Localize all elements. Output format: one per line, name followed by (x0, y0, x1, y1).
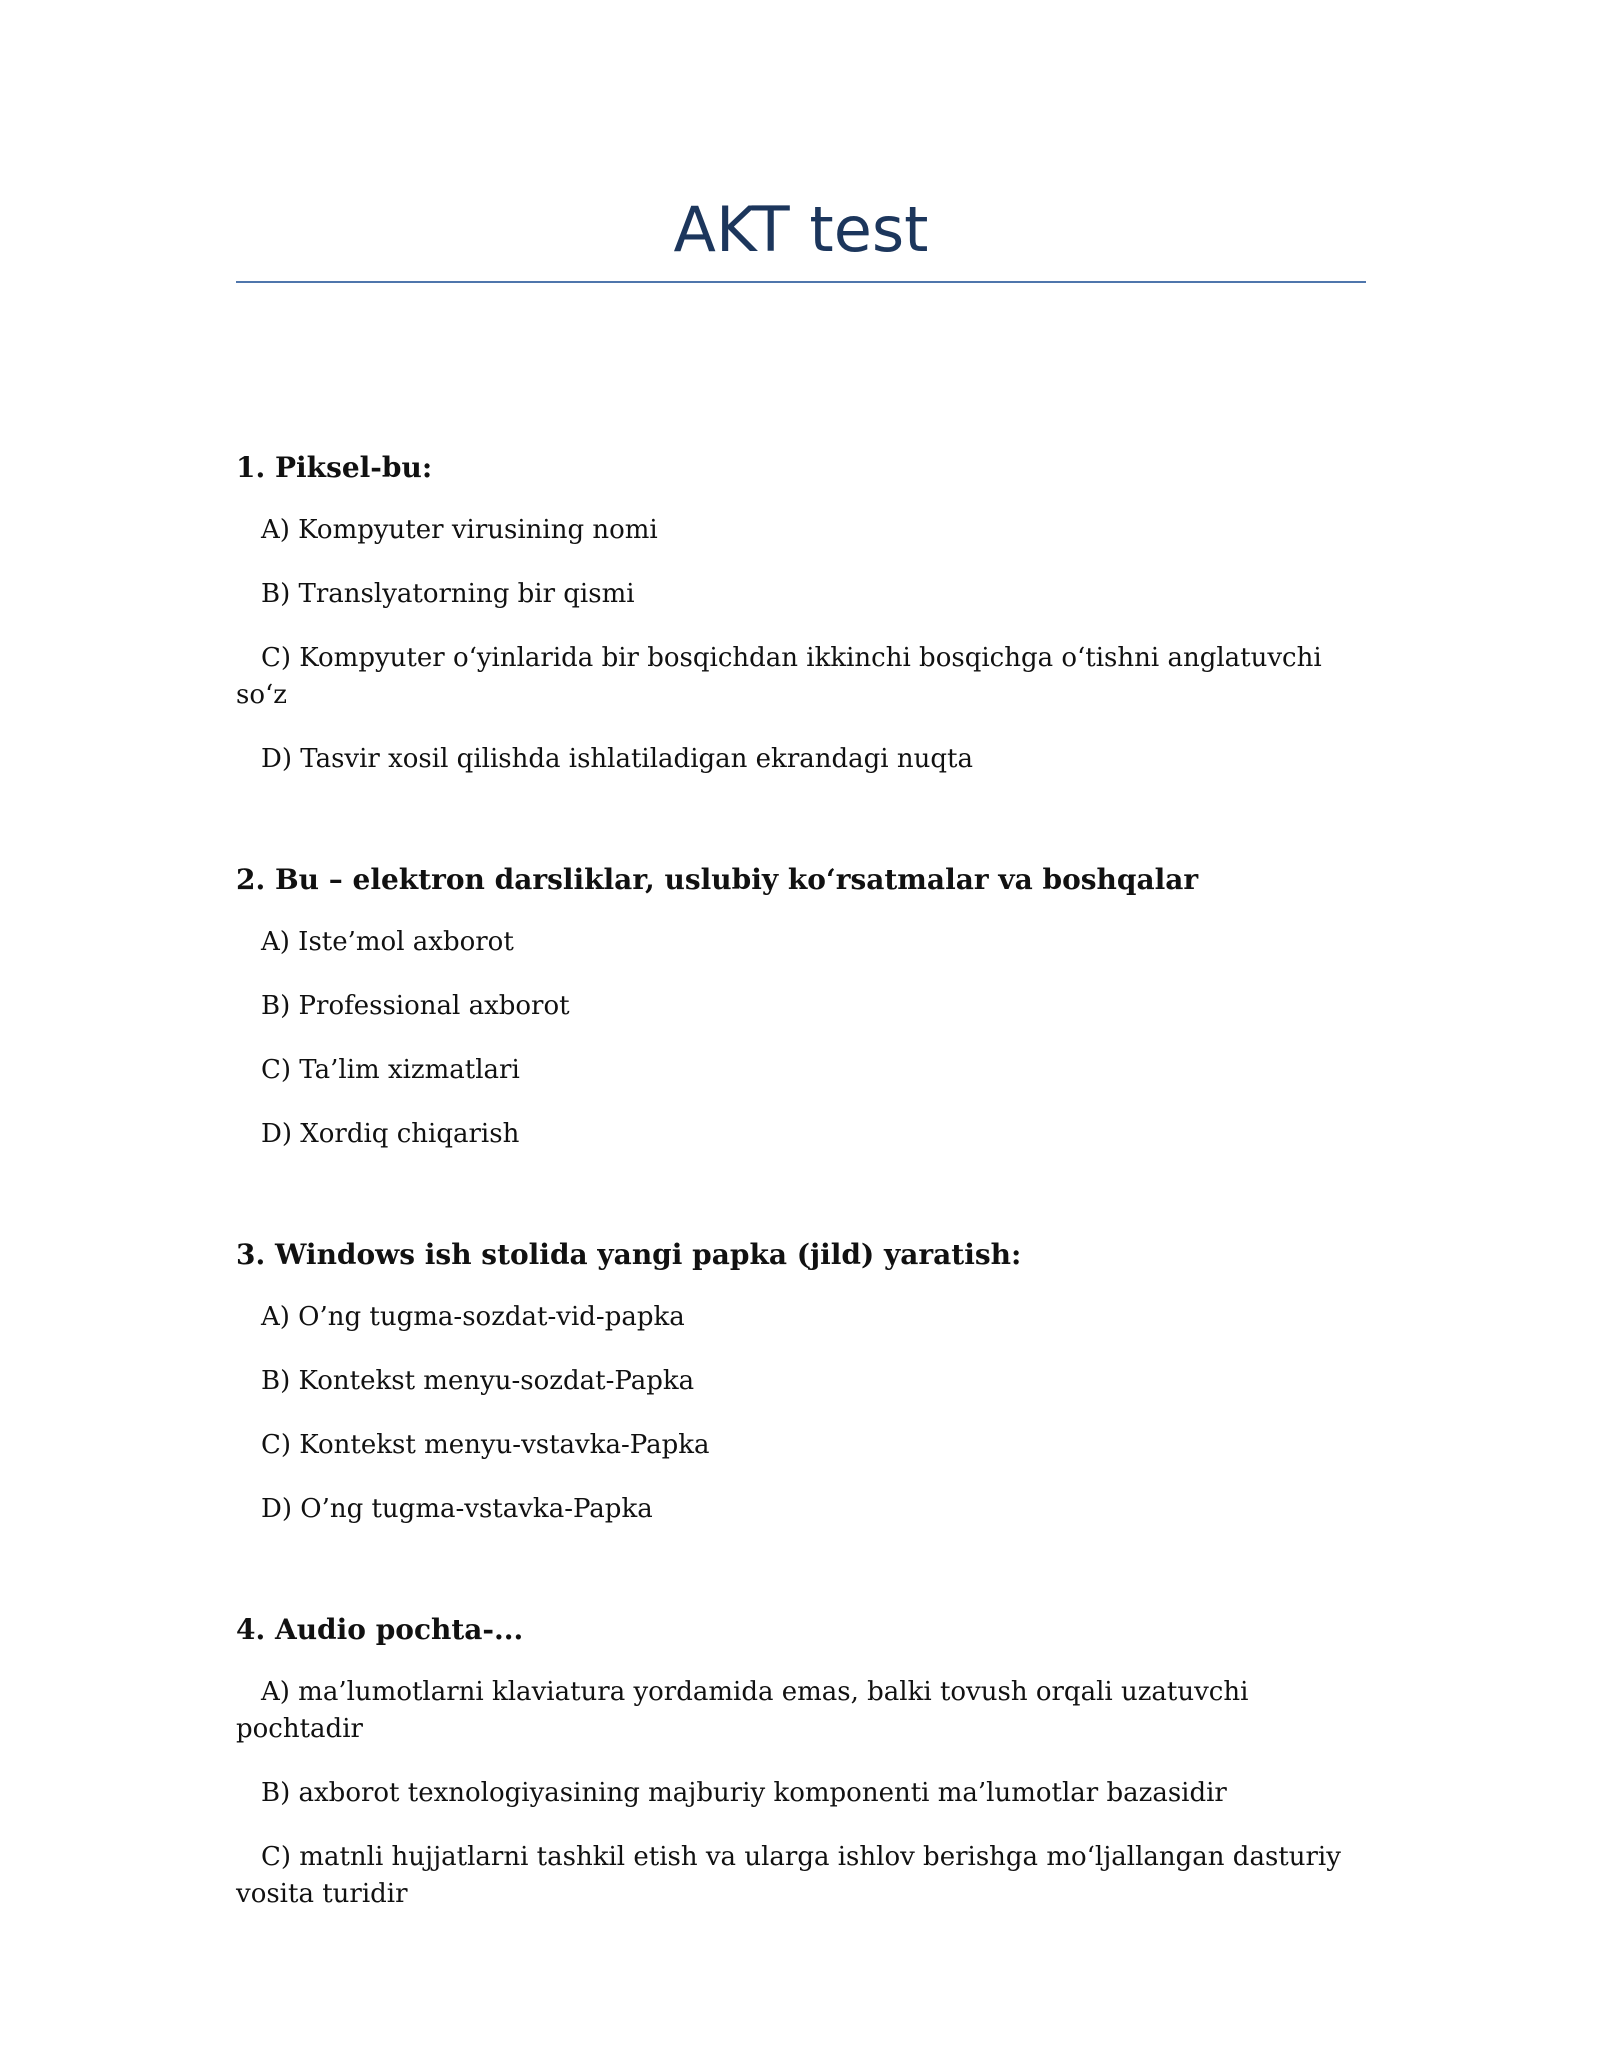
title-underline (236, 281, 1366, 283)
question-3 (236, 1235, 1366, 1528)
answer-option-b: B) Professional axborot (261, 991, 570, 1021)
question-2 (236, 860, 1366, 1153)
questions-list (236, 448, 1366, 1913)
answer-option-b: B) Translyatorning bir qismi (261, 579, 635, 609)
answer-option-b: B) Kontekst menyu-sozdat-Papka (261, 1366, 695, 1396)
answer-option-a: A) ma’lumotlarni klaviatura yordamida emas, balki tovush orqali uzatuvchi pochtadir (236, 1677, 1249, 1744)
answer-option-d: D) Xordiq chiqarish (261, 1119, 520, 1149)
question-text: 4. Audio pochta-... (236, 1613, 524, 1646)
answer-option-d: D) O’ng tugma-vstavka-Papka (261, 1494, 653, 1524)
answer-option-c: C) Kompyuter o‘yinlarida bir bosqichdan ikkinchi bosqichga o‘tishni anglatuvchi so‘z (236, 643, 1322, 710)
answer-option-b: B) axborot texnologiyasining majburiy komponenti ma’lumotlar bazasidir (261, 1778, 1227, 1808)
question-text: 2. Bu – elektron darsliklar, uslubiy ko‘rsatmalar va boshqalar (236, 863, 1199, 896)
answer-option-a: A) Kompyuter virusining nomi (261, 515, 658, 545)
document-title: AKT test (673, 193, 929, 266)
answer-option-d: D) Tasvir xosil qilishda ishlatiladigan ekrandagi nuqta (261, 744, 973, 774)
answer-option-c: C) Ta’lim xizmatlari (261, 1055, 520, 1085)
answer-option-a: A) O’ng tugma-sozdat-vid-papka (261, 1302, 685, 1332)
question-1 (236, 448, 1366, 778)
question-4 (236, 1610, 1366, 1913)
answer-option-a: A) Iste’mol axborot (261, 927, 514, 957)
answer-option-c: C) Kontekst menyu-vstavka-Papka (261, 1430, 710, 1460)
question-text: 1. Piksel-bu: (236, 451, 433, 484)
question-text: 3. Windows ish stolida yangi papka (jild) yaratish: (236, 1238, 1022, 1271)
answer-option-c: C) matnli hujjatlarni tashkil etish va ularga ishlov berishga mo‘ljallangan dasturiy vosita turidir (236, 1842, 1341, 1909)
